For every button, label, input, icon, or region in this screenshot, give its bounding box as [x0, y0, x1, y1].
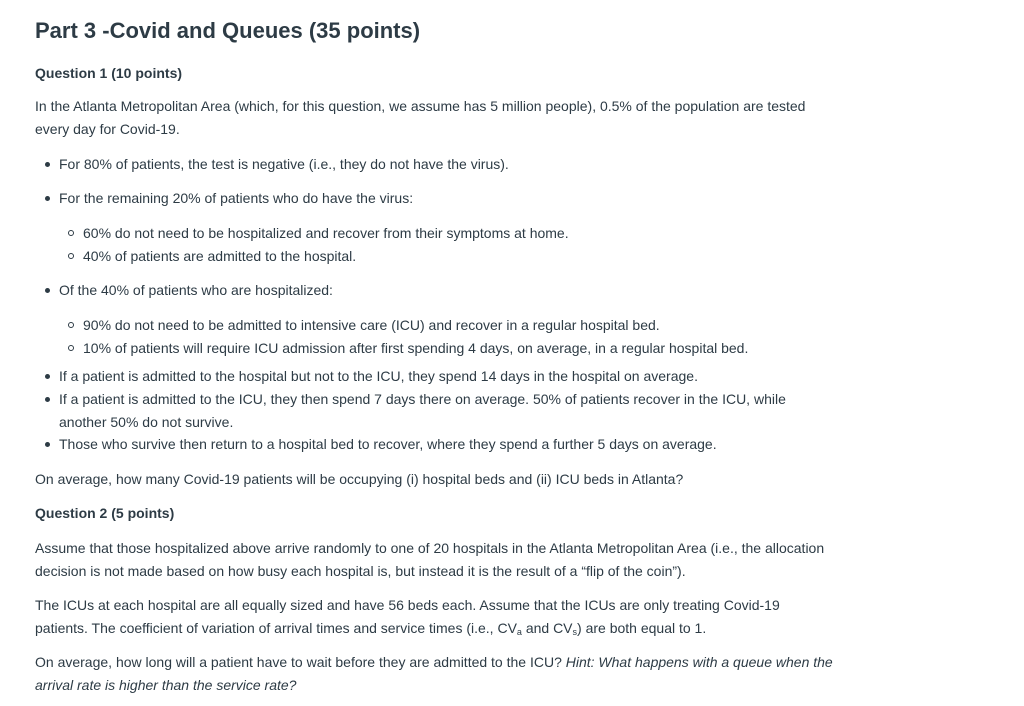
- q2-p2-text-b: and CV: [521, 620, 573, 636]
- q2-p2-text-a: The ICUs at each hospital are all equally sized and have 56 beds each. Assume that the ICUs are only treating Covid-19 patients. The coefficient of variation of arrival times and service times (i.e., CV: [35, 597, 780, 636]
- q1-question: On average, how many Covid-19 patients will be occupying (i) hospital beds and (ii) ICU beds in Atlanta?: [35, 471, 684, 487]
- sub-bullet-text: 10% of patients will require ICU admission after first spending 4 days, on average, in a regular hospital bed.: [83, 340, 749, 356]
- circle-bullet-icon: [68, 253, 74, 259]
- subscript-a: a: [516, 627, 522, 637]
- bullet-icon: [45, 442, 50, 447]
- bullet-text: If a patient is admitted to the hospital but not to the ICU, they spend 14 days in the hospital on average.: [59, 368, 698, 384]
- sub-bullet-item: [68, 245, 843, 268]
- sub-bullet-text: 40% of patients are admitted to the hospital.: [83, 248, 357, 264]
- question-1-title: Question 1 (10 points): [35, 65, 183, 81]
- circle-bullet-icon: [68, 345, 74, 351]
- bullet-item: [45, 187, 829, 210]
- sub-bullet-text: 60% do not need to be hospitalized and recover from their symptoms at home.: [83, 225, 569, 241]
- bullet-text: Those who survive then return to a hospital bed to recover, where they spend a further 5 days on average.: [59, 436, 717, 452]
- bullet-item: [45, 153, 829, 176]
- q2-p2-text-c: ) are both equal to 1.: [577, 620, 707, 636]
- bullet-text: For the remaining 20% of patients who do have the virus:: [59, 190, 414, 206]
- subscript-s: s: [572, 627, 578, 637]
- q1-intro: In the Atlanta Metropolitan Area (which, for this question, we assume has 5 million people), 0.5% of the population are tested every day for Covid-19.: [35, 98, 806, 137]
- page-title: Part 3 -Covid and Queues (35 points): [35, 18, 421, 43]
- q2-paragraph-2: [35, 594, 835, 644]
- bullet-item: [45, 433, 829, 456]
- bullet-text: For 80% of patients, the test is negative (i.e., they do not have the virus).: [59, 156, 509, 172]
- bullet-icon: [45, 196, 50, 201]
- bullet-item: [45, 279, 829, 302]
- sub-bullet-item: [68, 337, 843, 360]
- sub-bullet-item: [68, 314, 843, 337]
- sub-bullet-item: [68, 222, 843, 245]
- sub-bullet-text: 90% do not need to be admitted to intensive care (ICU) and recover in a regular hospital bed.: [83, 317, 660, 333]
- q2-question-text: On average, how long will a patient have to wait before they are admitted to the ICU?: [35, 654, 566, 670]
- bullet-icon: [45, 162, 50, 167]
- bullet-icon: [45, 288, 50, 293]
- q2-hint: Hint: What happens with a queue when the arrival rate is higher than the service rate?: [35, 654, 833, 693]
- bullet-item: [45, 365, 829, 388]
- bullet-icon: [45, 397, 50, 402]
- q2-question: [35, 651, 835, 697]
- bullet-text: Of the 40% of patients who are hospitalized:: [59, 282, 333, 298]
- bullet-text: If a patient is admitted to the ICU, they then spend 7 days there on average. 50% of patients recover in the ICU, while another 50% do not survive.: [59, 391, 786, 430]
- circle-bullet-icon: [68, 230, 74, 236]
- bullet-icon: [45, 374, 50, 379]
- bullet-item: [45, 388, 829, 434]
- circle-bullet-icon: [68, 322, 74, 328]
- q2-paragraph-1: Assume that those hospitalized above arrive randomly to one of 20 hospitals in the Atlanta Metropolitan Area (i.e., the allocation decision is not made based on how busy each hospital is, but instead it is the result of a “flip of the coin”).: [35, 540, 825, 579]
- question-2-title: Question 2 (5 points): [35, 505, 175, 521]
